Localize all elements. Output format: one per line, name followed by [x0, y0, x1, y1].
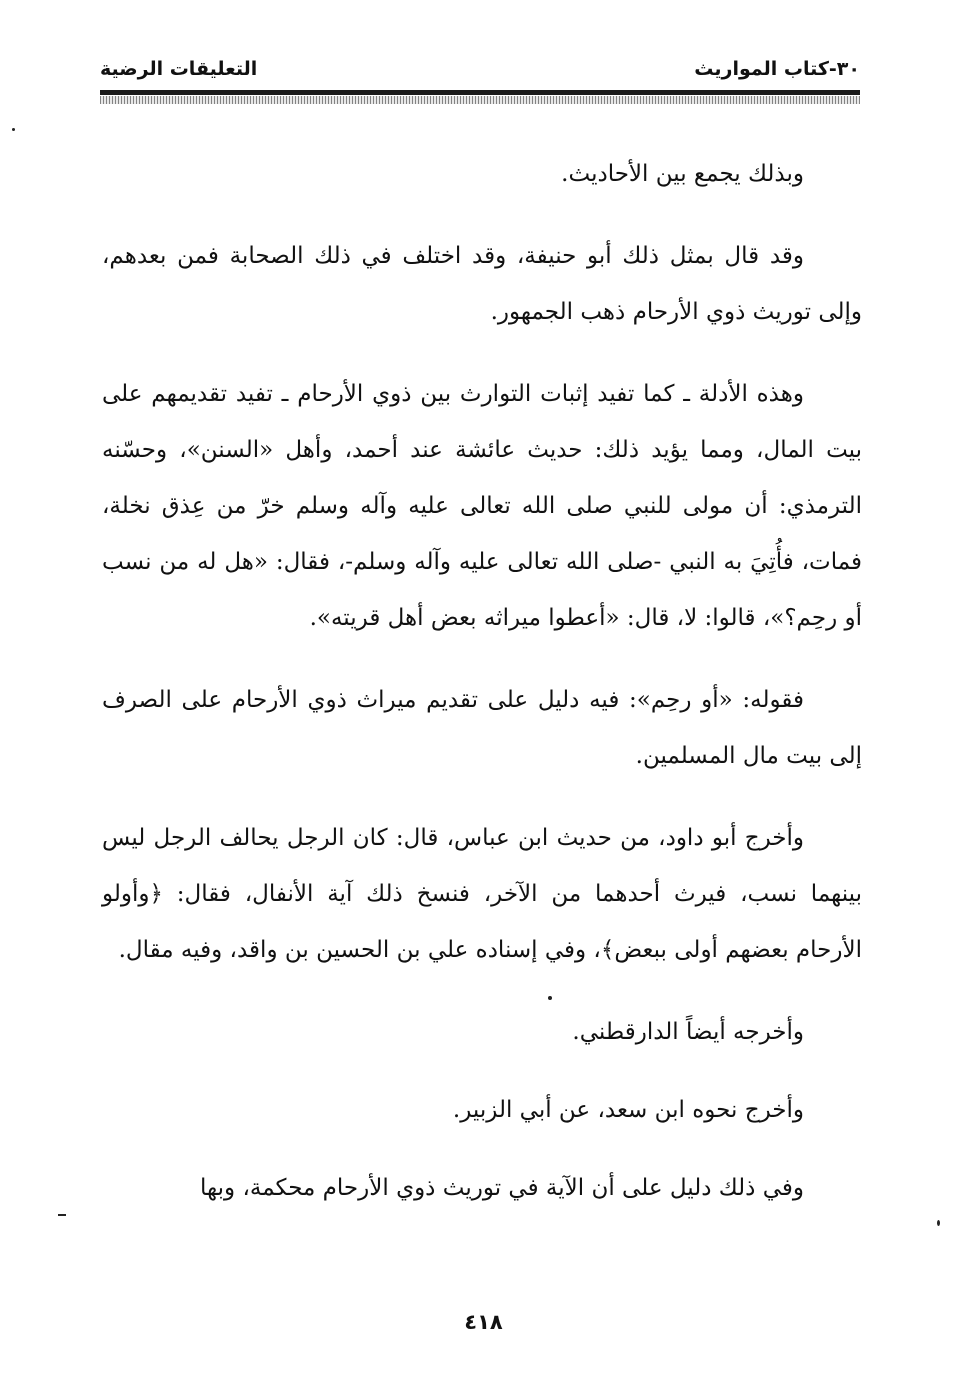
- header-rule-hatch: [100, 96, 860, 104]
- paragraph-1: وبذلك يجمع بين الأحاديث.: [561, 161, 804, 187]
- scan-speck: [548, 996, 552, 1000]
- book-title: التعليقات الرضية: [100, 58, 258, 80]
- paragraph-4: فقوله: «أو رحِم»: فيه دليل على تقديم ميراث ذوي الأرحام على الصرف إلى بيت مال المسلمين.: [102, 687, 862, 769]
- paragraph-7: وأخرج نحوه ابن سعد، عن أبي الزبير.: [452, 1097, 804, 1123]
- header-rule: [100, 90, 860, 95]
- main-text: [102, 146, 862, 1242]
- scan-speck: [58, 1214, 66, 1216]
- page-number: ٤١٨: [464, 1310, 503, 1334]
- paragraph-2: وقد قال بمثل ذلك أبو حنيفة، وقد اختلف في ذلك الصحابة فمن بعدهم، وإلى توريث ذوي الأرحام ذهب الجمهور.: [102, 243, 862, 325]
- scan-speck: [12, 128, 15, 131]
- scan-speck: [937, 1220, 940, 1226]
- paragraph-8: وفي ذلك دليل على أن الآية في توريث ذوي الأرحام محكمة، وبها: [200, 1175, 804, 1201]
- paragraph-3: وهذه الأدلة ـ كما تفيد إثبات التوارث بين ذوي الأرحام ـ تفيد تقديمهم على بيت المال، ومما يؤيد ذلك: حديث عائشة عند أحمد، وأهل «السنن»، وحسّنه الترمذي: أن مولى للنبي صلى الله تعالى عليه وآله وسلم خرّ من عِذق نخلة، فمات، فأُتِيَ به النبي -صلى الله تعالى عليه وآله وسلم-، فقال: «هل له من نسب أو رحِم؟»، قالوا: لا، قال: «أعطوا ميراثه بعض أهل قريته».: [102, 381, 862, 631]
- chapter-title: ٣٠-كتاب المواريث: [694, 58, 860, 80]
- paragraph-5: وأخرج أبو داود، من حديث ابن عباس، قال: كان الرجل يحالف الرجل ليس بينهما نسب، فيرث أحدهما من الآخر، فنسخ ذلك آية الأنفال، فقال: ﴿وأولو الأرحام بعضهم أولى ببعض﴾، وفي إسناده علي بن الحسين بن واقد، وفيه مقال.: [102, 825, 862, 963]
- paragraph-6: وأخرجه أيضاً الدارقطني.: [572, 1019, 804, 1045]
- running-header: [100, 54, 860, 90]
